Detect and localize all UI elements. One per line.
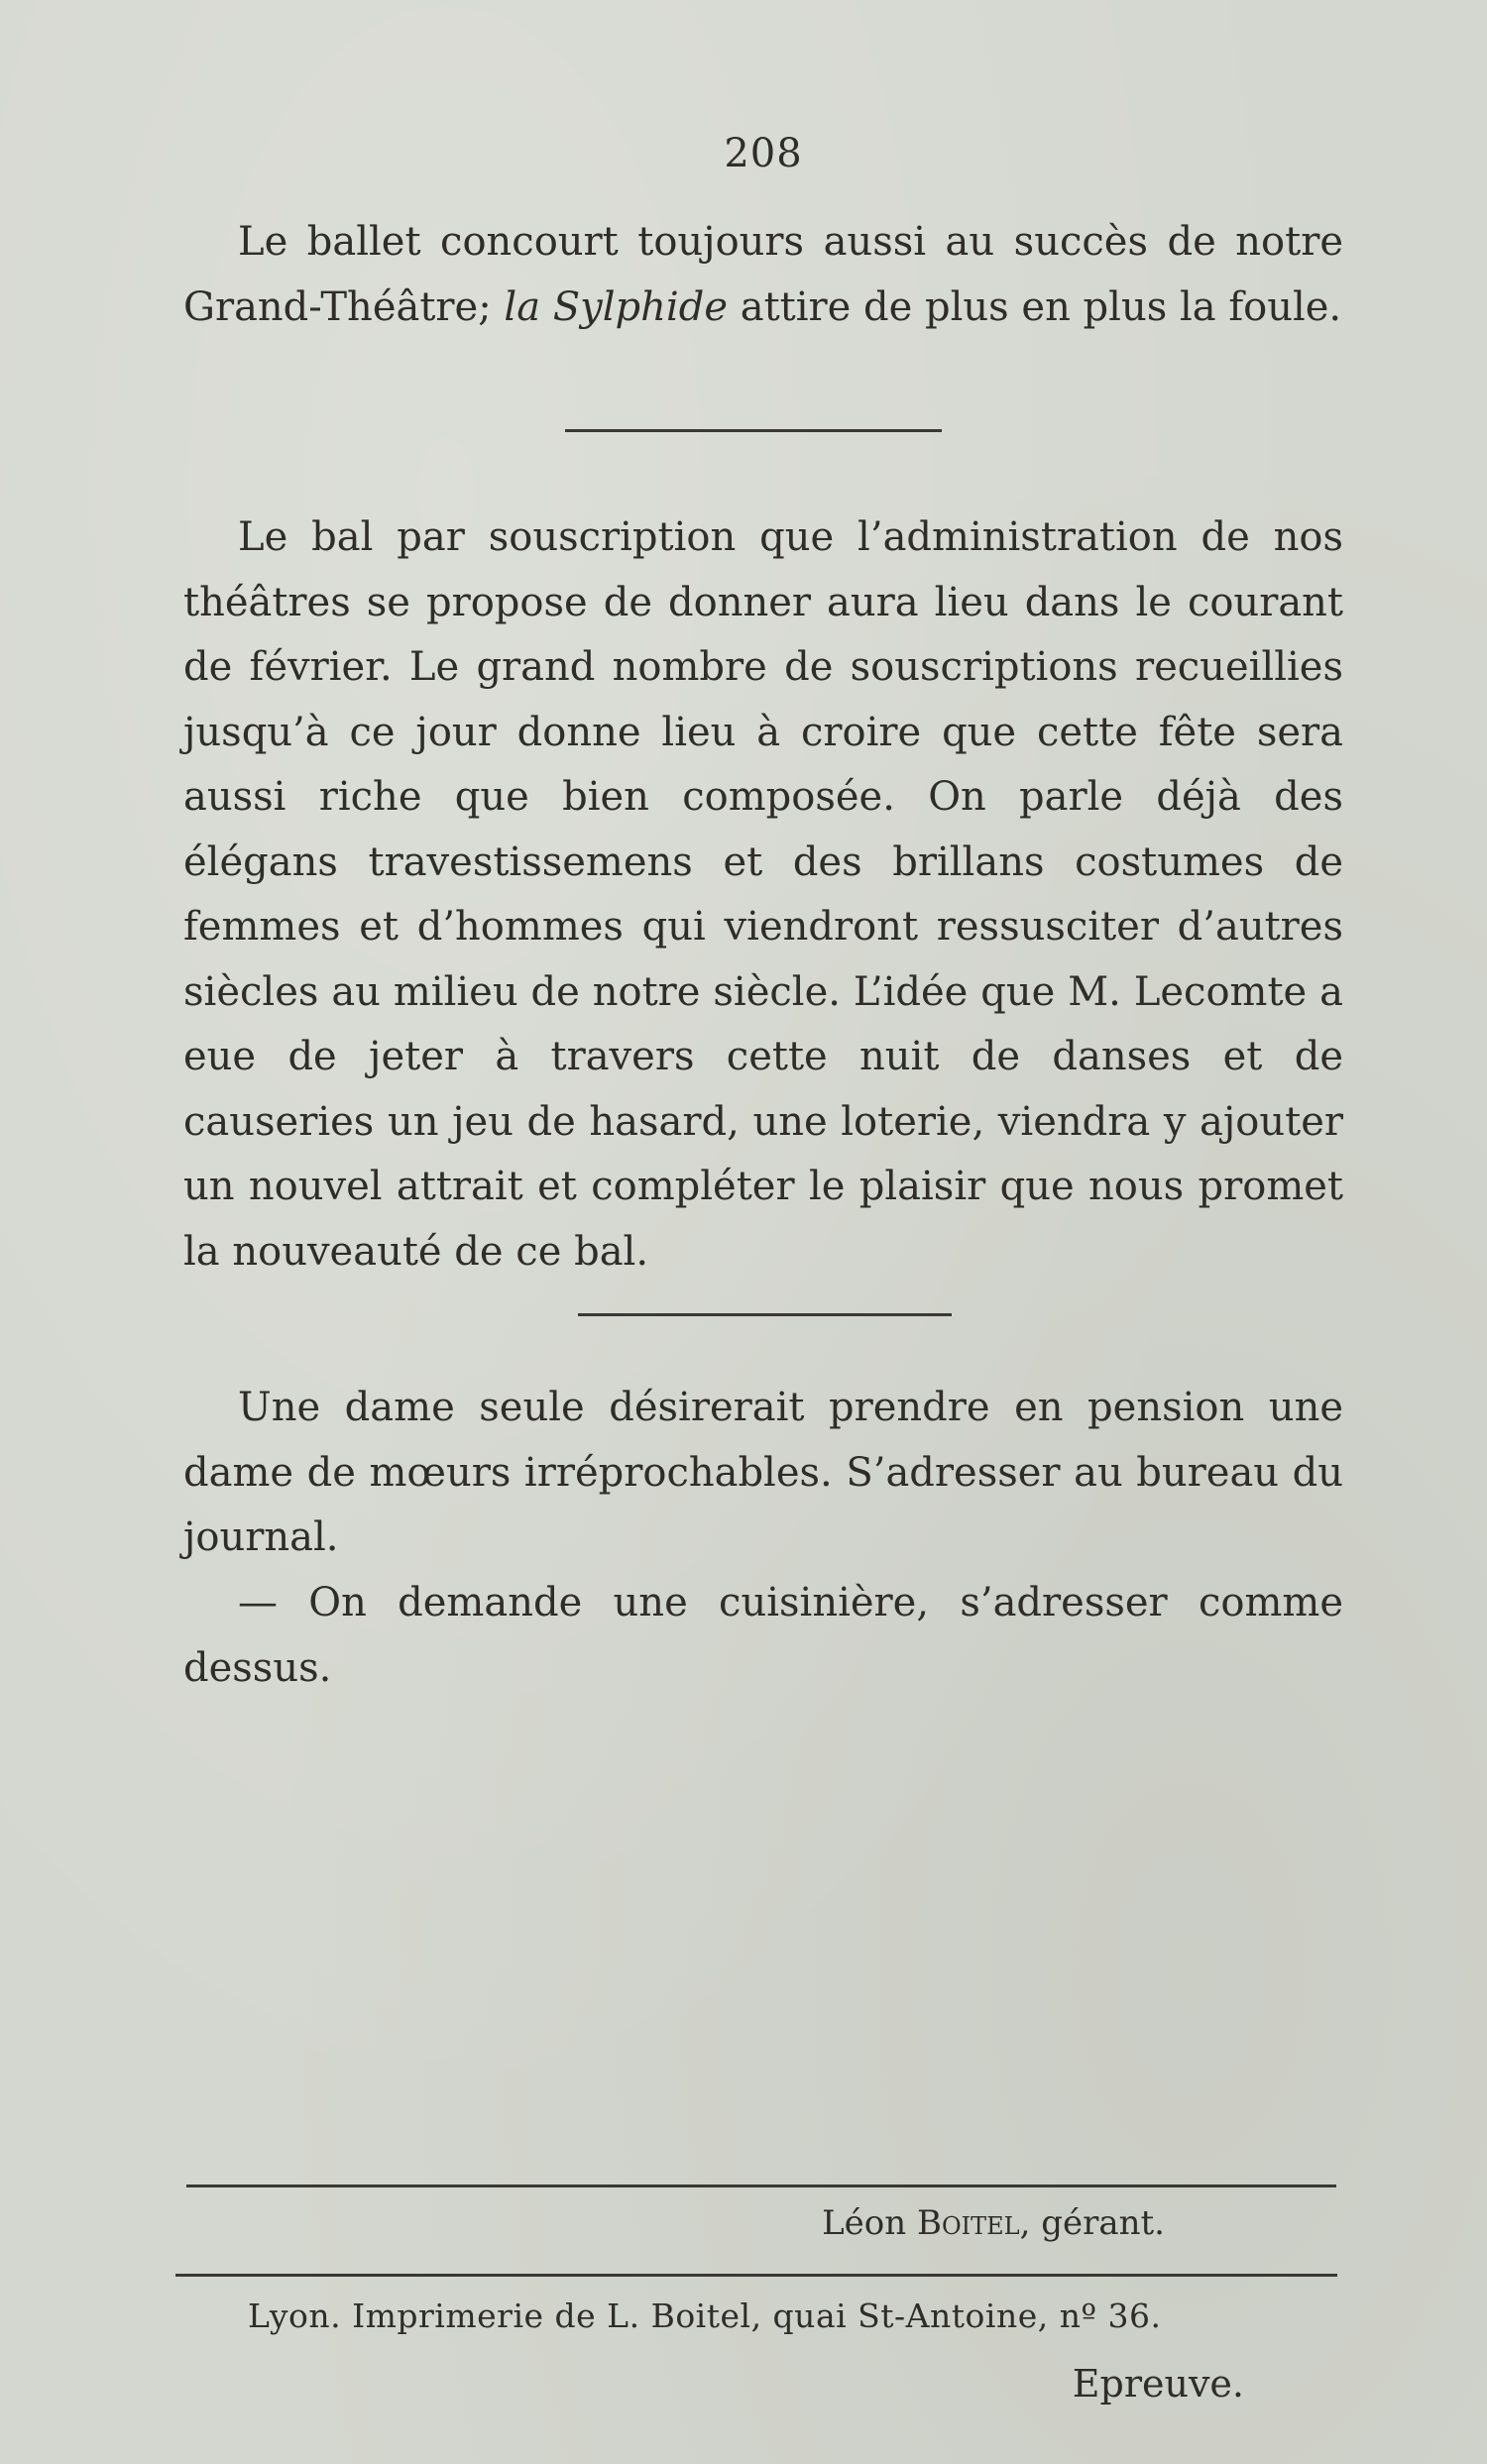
footer-rule-bottom bbox=[175, 2274, 1337, 2277]
separator-rule-1 bbox=[565, 429, 942, 432]
separator-rule-2 bbox=[578, 1313, 952, 1316]
signature-surname: Boitel bbox=[916, 2203, 1020, 2243]
ballet-text-after: attire de plus en plus la foule. bbox=[740, 283, 1342, 330]
page-number: 208 bbox=[724, 131, 803, 176]
signature-name: Léon bbox=[822, 2203, 907, 2243]
ballet-paragraph bbox=[183, 210, 1343, 340]
bal-paragraph: Le bal par souscription que l’administration de nos théâtres se propose de donner aura lieu dans le courant de février. Le grand nombre de souscriptions recueillies jusqu’à ce jour donne lieu à croire que cette fête sera aussi riche que bien composée. On parle déjà des élégans travestissemens et des brillans costumes de femmes et d’hommes qui viendront ressusciter d’autres siècles au milieu de notre siècle. L’idée que M. Lecomte a eue de jeter à travers cette nuit de danses et de causeries un jeu de hasard, une loterie, viendra y ajouter un nouvel attrait et compléter le plaisir que nous promet la nouveauté de ce bal. bbox=[183, 514, 1343, 1275]
ballet-text-before: Le ballet concourt toujours aussi au succès de notre Grand-Théâtre; bbox=[183, 219, 1343, 330]
imprint-line: Lyon. Imprimerie de L. Boitel, quai St-Antoine, nº 36. bbox=[248, 2296, 1162, 2335]
ballet-title: la Sylphide bbox=[504, 283, 728, 330]
dame-paragraph: Une dame seule désirerait prendre en pension une dame de mœurs irréprochables. S’adresser au bureau du journal. bbox=[183, 1385, 1343, 1560]
footer-rule-top bbox=[186, 2184, 1336, 2187]
cuisiniere-paragraph: — On demande une cuisinière, s’adresser comme dessus. bbox=[183, 1580, 1343, 1691]
proof-mark: Epreuve. bbox=[1072, 2362, 1244, 2406]
signature-line bbox=[822, 2203, 1165, 2243]
signature-role: , gérant. bbox=[1019, 2203, 1165, 2243]
